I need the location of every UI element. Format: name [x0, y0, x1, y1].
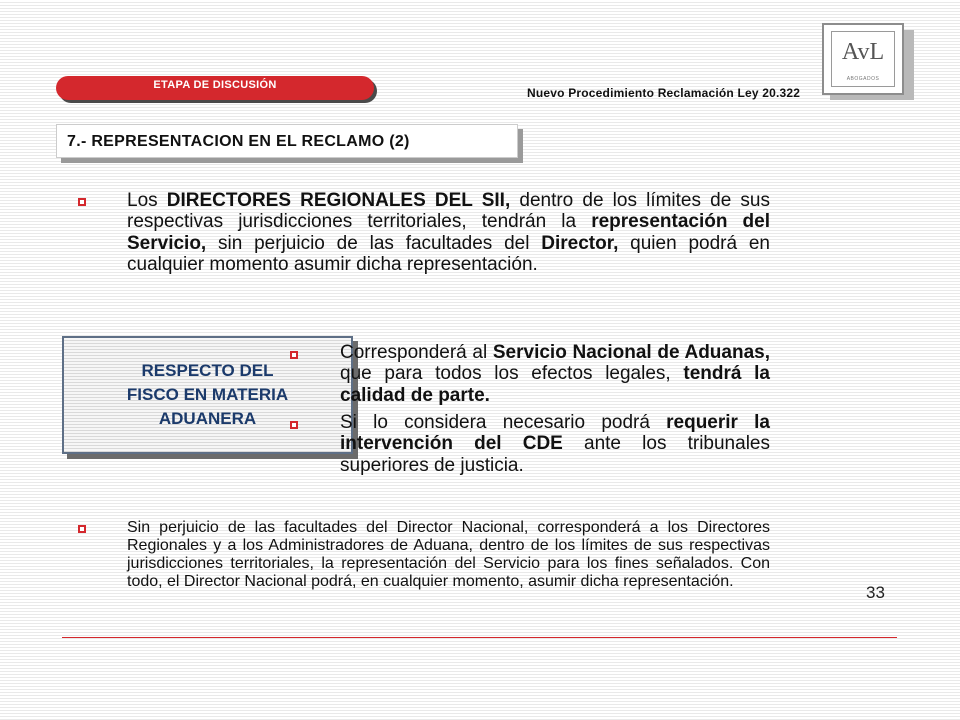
text-run: quien podrá en cualquier momento asumir dicha representación. [127, 232, 770, 275]
paragraph-cde [340, 412, 770, 476]
firm-logo [822, 23, 904, 95]
logo-text: AvL [841, 39, 885, 65]
bold-run: representación del Servicio, [127, 211, 771, 254]
square-bullet-icon [78, 525, 86, 533]
square-bullet-icon [290, 351, 298, 359]
logo-subtext: ABOGADOS [846, 76, 880, 82]
presentation-subtitle: Nuevo Procedimiento Reclamación Ley 20.322 [527, 86, 801, 100]
bold-run: requerir la intervención del CDE [340, 412, 770, 455]
text-run: Si lo considera necesario podrá [340, 412, 667, 433]
paragraph-director-nacional: Sin perjuicio de las facultades del Director Nacional, corresponderá a los Directores Regionales y a los Administradores de Aduana, dentro de los límites de sus respectivas jurisdicciones territoriales, la representación del Servicio para los fines señalados. Con todo, el Director Nacional podrá, en cualquier momento, asumir dicha representación. [127, 519, 770, 591]
text-run: dentro de los límites de sus respectivas jurisdicciones territoriales, tendrán la [127, 190, 770, 233]
logo-frame [831, 31, 895, 87]
page-number: 33 [866, 583, 885, 602]
stage-badge [56, 76, 374, 100]
text-run: que para todos los efectos legales, [340, 363, 684, 385]
text-run: ante los tribunales superiores de justicia. [340, 433, 770, 476]
paragraph-directores-regionales [127, 190, 770, 275]
section-title: 7.- REPRESENTACION EN EL RECLAMO (2) [56, 124, 518, 158]
text-run: Corresponderá al [340, 342, 493, 363]
paragraph-servicio-aduanas [340, 342, 770, 406]
fisco-aduanera-box [62, 336, 353, 454]
square-bullet-icon [78, 198, 86, 206]
text-run: Los [127, 190, 167, 211]
box-label: RESPECTO DEL FISCO EN MATERIA ADUANERA [126, 361, 289, 428]
bold-run: tendrá la calidad de parte. [340, 363, 770, 406]
footer-divider [62, 637, 897, 638]
bold-run: DIRECTORES REGIONALES DEL SII, [166, 190, 511, 211]
bold-run: Director, [541, 232, 619, 254]
stage-label: ETAPA DE DISCUSIÓN [153, 79, 277, 91]
square-bullet-icon [290, 421, 298, 429]
bold-run: Servicio Nacional de Aduanas, [492, 342, 770, 363]
text-run: sin perjuicio de las facultades del [206, 232, 542, 254]
